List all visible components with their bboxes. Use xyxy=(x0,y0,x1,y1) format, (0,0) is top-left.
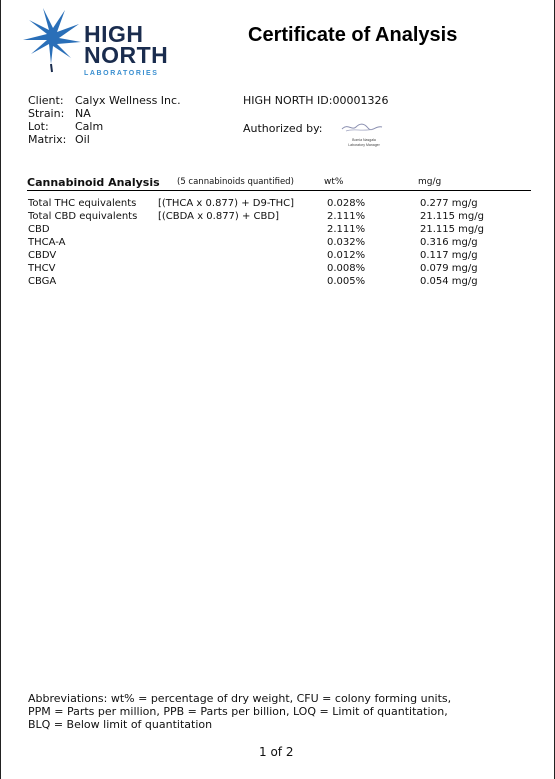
table-row xyxy=(28,250,532,263)
abbreviations-note xyxy=(28,692,528,731)
row-wt: 0.012% xyxy=(327,250,366,261)
strain-label: Strain: xyxy=(28,107,65,120)
authorized-by-label: Authorized by: xyxy=(243,122,323,135)
signature-name: Bomia Nasgala xyxy=(352,138,376,142)
lab-id-label: HIGH NORTH ID: xyxy=(243,94,333,107)
row-mg: 0.079 mg/g xyxy=(420,263,478,274)
row-wt: 2.111% xyxy=(327,211,366,222)
cannabinoid-table-header xyxy=(27,176,531,191)
table-row xyxy=(28,224,532,237)
client-label: Client: xyxy=(28,94,64,107)
signature-scribble xyxy=(334,119,394,149)
strain-row xyxy=(28,107,181,120)
logo-text-laboratories: LABORATORIES xyxy=(84,70,159,77)
client-value: Calyx Wellness Inc. xyxy=(75,94,181,107)
cannabinoid-table xyxy=(28,198,532,289)
row-mg: 0.054 mg/g xyxy=(420,276,478,287)
row-name: Total THC equivalents xyxy=(28,198,137,209)
matrix-row xyxy=(28,133,181,146)
signature-role: Laboratory Manager xyxy=(348,143,380,147)
document-title: Certificate of Analysis xyxy=(248,24,458,46)
table-row xyxy=(28,198,532,211)
logo-text-north: NORTH xyxy=(84,42,169,68)
lot-row xyxy=(28,120,181,133)
row-formula: [(THCA x 0.877) + D9-THC] xyxy=(158,198,295,209)
row-mg: 0.316 mg/g xyxy=(420,237,478,248)
high-north-logo xyxy=(21,6,171,82)
table-row xyxy=(28,263,532,276)
column-header-mg: mg/g xyxy=(418,177,442,187)
row-wt: 2.111% xyxy=(327,224,366,235)
abbreviations-line: BLQ = Below limit of quantitation xyxy=(28,718,213,731)
row-formula: [(CBDA x 0.877) + CBD] xyxy=(158,211,279,222)
row-name: Total CBD equivalents xyxy=(28,211,138,222)
lab-id-value: 00001326 xyxy=(332,94,389,107)
section-subtitle: (5 cannabinoids quantified) xyxy=(177,177,294,187)
row-wt: 0.008% xyxy=(327,263,366,274)
row-mg: 21.115 mg/g xyxy=(420,224,484,235)
column-header-wt: wt% xyxy=(324,177,344,187)
strain-value: NA xyxy=(75,107,91,120)
logo-text-high: HIGH xyxy=(84,21,144,47)
row-name: CBGA xyxy=(28,276,57,287)
row-mg: 21.115 mg/g xyxy=(420,211,484,222)
row-mg: 0.117 mg/g xyxy=(420,250,478,261)
cannabis-leaf-icon xyxy=(21,6,83,76)
matrix-label: Matrix: xyxy=(28,133,67,146)
row-name: CBDV xyxy=(28,250,57,261)
client-info-block xyxy=(28,94,181,146)
matrix-value: Oil xyxy=(75,133,90,146)
row-wt: 0.032% xyxy=(327,237,366,248)
abbreviations-line: PPM = Parts per million, PPB = Parts per billion, LOQ = Limit of quantitation, xyxy=(28,705,448,718)
row-name: THCV xyxy=(28,263,56,274)
table-row xyxy=(28,276,532,289)
client-row xyxy=(28,94,181,107)
lab-id xyxy=(243,94,388,107)
abbreviations-line: Abbreviations: wt% = percentage of dry weight, CFU = colony forming units, xyxy=(28,692,452,705)
row-wt: 0.005% xyxy=(327,276,366,287)
page-number: 1 of 2 xyxy=(259,745,294,759)
row-wt: 0.028% xyxy=(327,198,366,209)
lot-label: Lot: xyxy=(28,120,49,133)
lot-value: Calm xyxy=(75,120,104,133)
section-title: Cannabinoid Analysis xyxy=(27,176,160,189)
row-name: THCA-A xyxy=(28,237,66,248)
table-row xyxy=(28,211,532,224)
table-row xyxy=(28,237,532,250)
signature xyxy=(334,119,394,153)
row-mg: 0.277 mg/g xyxy=(420,198,478,209)
row-name: CBD xyxy=(28,224,50,235)
